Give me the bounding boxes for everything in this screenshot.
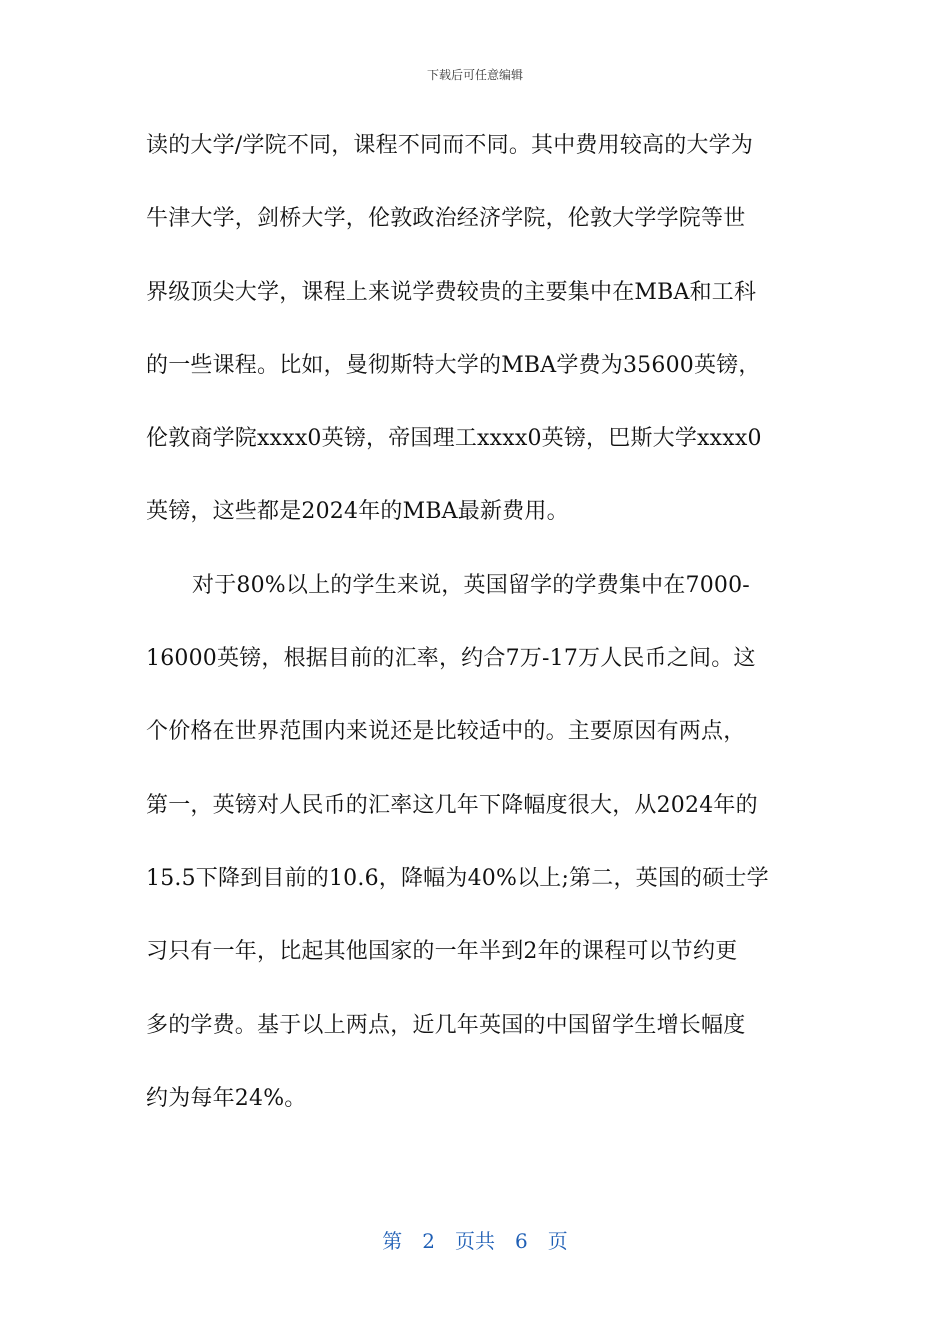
text-line: 个价格在世界范围内来说还是比较适中的。主要原因有两点，: [146, 719, 746, 745]
text-line: 习只有一年，比起其他国家的一年半到2年的课程可以节约更: [146, 939, 738, 965]
footer-middle: 页共: [455, 1229, 495, 1253]
text-line: 的一些课程。比如，曼彻斯特大学的MBA学费为35600英镑，: [146, 352, 761, 378]
document-body: [146, 121, 806, 1147]
text-line: 16000英镑，根据目前的汇率，约合7万-17万人民币之间。这: [146, 646, 756, 672]
footer-suffix: 页: [547, 1229, 568, 1253]
text-line: 界级顶尖大学，课程上来说学费较贵的主要集中在MBA和工科: [146, 279, 757, 305]
text-line: 读的大学/学院不同，课程不同而不同。其中费用较高的大学为: [146, 133, 754, 158]
text-line: 对于80%以上的学生来说，英国留学的学费集中在7000-: [192, 572, 750, 598]
page-footer: [0, 1225, 950, 1254]
text-line: 约为每年24%。: [146, 1085, 307, 1111]
text-line: 多的学费。基于以上两点，近几年英国的中国留学生增长幅度: [146, 1012, 746, 1038]
page-header: 下载后可任意编辑: [426, 68, 523, 82]
total-pages-number: 6: [515, 1229, 528, 1253]
text-line: 第一，英镑对人民币的汇率这几年下降幅度很大，从2024年的: [146, 792, 758, 818]
footer-prefix: 第: [382, 1229, 403, 1253]
text-line: 伦敦商学院xxxx0英镑，帝国理工xxxx0英镑，巴斯大学xxxx0: [146, 426, 762, 452]
current-page-number: 2: [422, 1229, 435, 1253]
text-line: 15.5下降到目前的10.6，降幅为40%以上;第二，英国的硕士学: [146, 865, 769, 891]
text-line: 英镑，这些都是2024年的MBA最新费用。: [146, 499, 569, 525]
text-line: 牛津大学，剑桥大学，伦敦政治经济学院，伦敦大学学院等世: [146, 206, 746, 232]
